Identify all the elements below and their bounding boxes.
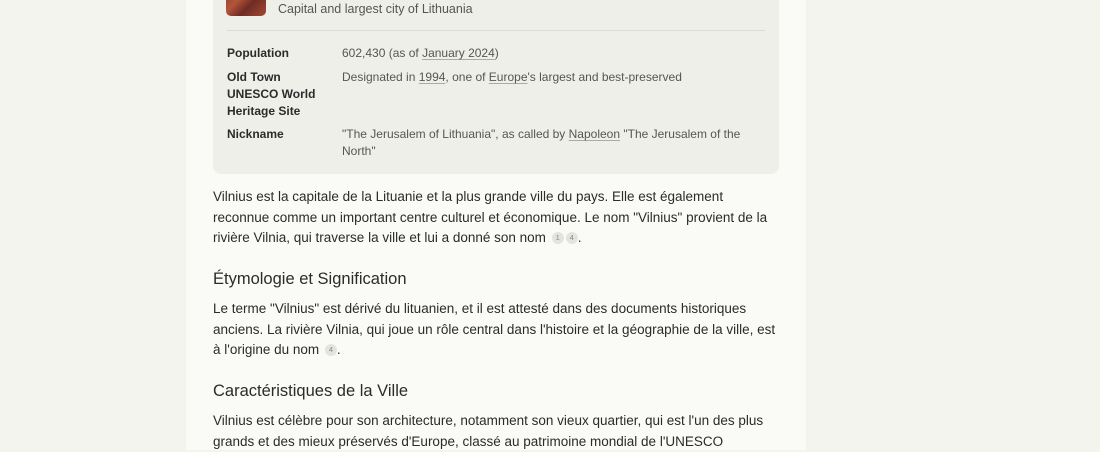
population-label: Population: [227, 46, 289, 60]
citation-badge[interactable]: 4: [566, 232, 578, 244]
citation-badge[interactable]: 4: [325, 344, 337, 356]
intro-paragraph: Vilnius est la capitale de la Lituanie et la plus grande ville du pays. Elle est également reconnue comme un important centre culturel et économique. Le nom "Vilnius" provient de la rivière Vilnia, qui traverse la ville et lui a donné son nom 1 4 .: [213, 189, 768, 245]
section-paragraph: Vilnius est célèbre pour son architecture, notamment son vieux quartier, qui est l'un des plus grands et des mieux préservés d'Europe, classé au patrimoine mondial de l'UNESCO: [213, 413, 764, 449]
europe-link[interactable]: Europe: [488, 70, 528, 84]
city-infobox: [213, 0, 779, 174]
section-heading: Étymologie et Signification: [213, 270, 407, 288]
citation-badge[interactable]: 1: [552, 232, 564, 244]
population-value: 602,430 (as of January 2024): [342, 46, 499, 60]
old-town-label: Old Town UNESCO World Heritage Site: [227, 70, 316, 118]
section-heading: Caractéristiques de la Ville: [213, 382, 409, 400]
nickname-label: Nickname: [227, 127, 284, 141]
old-town-value: Designated in 1994, one of Europe's largest and best-preserved: [342, 70, 682, 84]
date-link[interactable]: January 2024: [422, 46, 495, 60]
infobox-subtitle: Capital and largest city of Lithuania: [278, 2, 473, 16]
infobox-divider: [227, 30, 765, 31]
year-link[interactable]: 1994: [418, 70, 446, 84]
napoleon-link[interactable]: Napoleon: [568, 127, 621, 141]
section-paragraph: Le terme "Vilnius" est dérivé du lituanien, et il est attesté dans des documents historiques anciens. La rivière Vilnia, qui joue un rôle central dans l'histoire et la géographie de la ville, est à l'origine du nom 4 .: [213, 301, 776, 357]
nickname-value: "The Jerusalem of Lithuania", as called by Napoleon "The Jerusalem of the North": [342, 127, 741, 158]
city-thumbnail-image[interactable]: [226, 0, 266, 16]
